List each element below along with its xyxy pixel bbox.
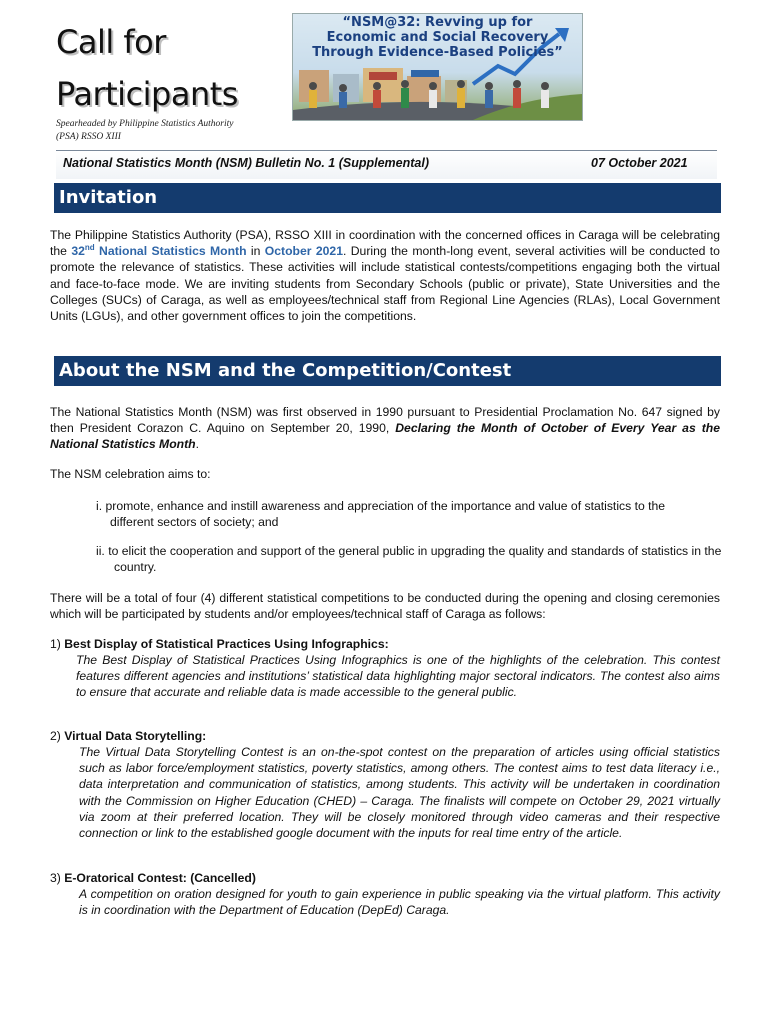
aim-item-1: i. promote, enhance and instill awareness and appreciation of the importance and value of statistics to the different sectors of society; and — [96, 499, 666, 530]
invitation-text-1: The Philippine Statistics Authority (PSA), RSSO XIII in coordination with the concerned offices in Caraga will be celebrating the — [50, 228, 720, 259]
invitation-heading: Invitation — [54, 183, 721, 213]
bulletin-date: 07 October 2021 — [591, 156, 688, 170]
total-contests-paragraph: There will be a total of four (4) different statistical competitions to be conducted during the opening and closing ceremonies which will be participated by students and/or employees/technical staff of Caraga as follows: — [50, 591, 720, 622]
about-end: . — [195, 437, 199, 452]
contest-2-number: 2) — [50, 729, 65, 743]
highlight-nsm-text: National Statistics Month — [94, 244, 247, 259]
contest-3-number: 3) — [50, 871, 65, 885]
highlight-nsm — [71, 244, 246, 258]
invitation-text-2: . During the month-long event, several activities will be conducted to promote the relevance of statistics. These activities will include statistical contests/competitions engaging both the virtual and face-to-face mode. We are inviting students from Secondary Schools (public or private), State Universities and the Colleges (SUCs) of Caraga, as well as employees/technical staff from Regional Line Agencies (RLAs), Local Government Units (LGUs), and other government offices to join the competitions. — [50, 244, 720, 324]
banner-line1: “NSM@32: Revving up for — [342, 15, 533, 30]
contest-2-title-text: Virtual Data Storytelling: — [64, 729, 207, 743]
highlight-number: 32 — [71, 244, 85, 259]
about-emphasis: Declaring the Month of October of Every Year as the National Statistics Month — [50, 421, 721, 452]
spearheaded-by — [56, 118, 256, 144]
about-text: The National Statistics Month (NSM) was first observed in 1990 pursuant to Presidential Proclamation No. 647 signed by then President Corazon C. Aquino on September 20, 1990, — [50, 405, 720, 436]
page-title-line2: Participants — [56, 75, 238, 113]
banner-theme-text — [293, 15, 582, 60]
contest-1-title-text: Best Display of Statistical Practices Using Infographics: — [64, 637, 389, 651]
contest-2-description: The Virtual Data Storytelling Contest is an on-the-spot contest on the preparation of articles using official statistics such as labor force/employment statistics, poverty statistics, among others. The contest aims to test data literacy i.e., data interpretation and communication of statistics, among students. This activity will be undertaken in coordination with the Commission on Higher Education (CHED) – Caraga. The finalists will compete on October 29, 2021 virtually via zoom at their preferred location. They will be closely monitored through video cameras and their respective connection or link to the established google document with the inputs for real time entry of the article. — [79, 745, 720, 841]
about-heading: About the NSM and the Competition/Contest — [54, 356, 721, 386]
aims-intro: The NSM celebration aims to: — [50, 467, 211, 481]
invitation-in: in — [246, 244, 265, 259]
contest-3-title-text: E-Oratorical Contest: (Cancelled) — [64, 871, 256, 885]
spearheaded-line2: (PSA) RSSO XIII — [56, 132, 121, 142]
contest-1-description: The Best Display of Statistical Practices Using Infographics is one of the highlights of the celebration. This contest features different agencies and institutions’ statistical data highlighting major sectoral indicators. The contest also aims to ensure that accurate and reliable data is made accessible to the general public. — [76, 653, 720, 700]
contest-3-title — [50, 870, 720, 886]
banner-line3: Through Evidence-Based Policies” — [312, 45, 563, 60]
highlight-month: October 2021 — [264, 244, 343, 259]
contest-2-title — [50, 728, 720, 744]
highlight-ordinal: nd — [84, 243, 95, 253]
banner-line2: Economic and Social Recovery — [326, 30, 549, 45]
about-paragraph — [50, 404, 720, 453]
page-title-line1: Call for — [56, 23, 166, 61]
nsm-theme-banner — [292, 13, 583, 121]
contest-3-description: A competition on oration designed for youth to gain experience in public speaking via the virtual platform. This activity is in coordination with the Department of Education (DepEd) Caraga. — [79, 887, 720, 918]
spearheaded-line1: Spearheaded by Philippine Statistics Authority — [56, 119, 234, 129]
contest-1-title — [50, 636, 720, 652]
contest-1-number: 1) — [50, 637, 65, 651]
aim-item-2: ii. to elicit the cooperation and support of the general public in upgrading the quality and standards of statistics in the country. — [96, 544, 722, 575]
bulletin-title: National Statistics Month (NSM) Bulletin No. 1 (Supplemental) — [63, 156, 429, 170]
invitation-paragraph — [50, 227, 720, 324]
